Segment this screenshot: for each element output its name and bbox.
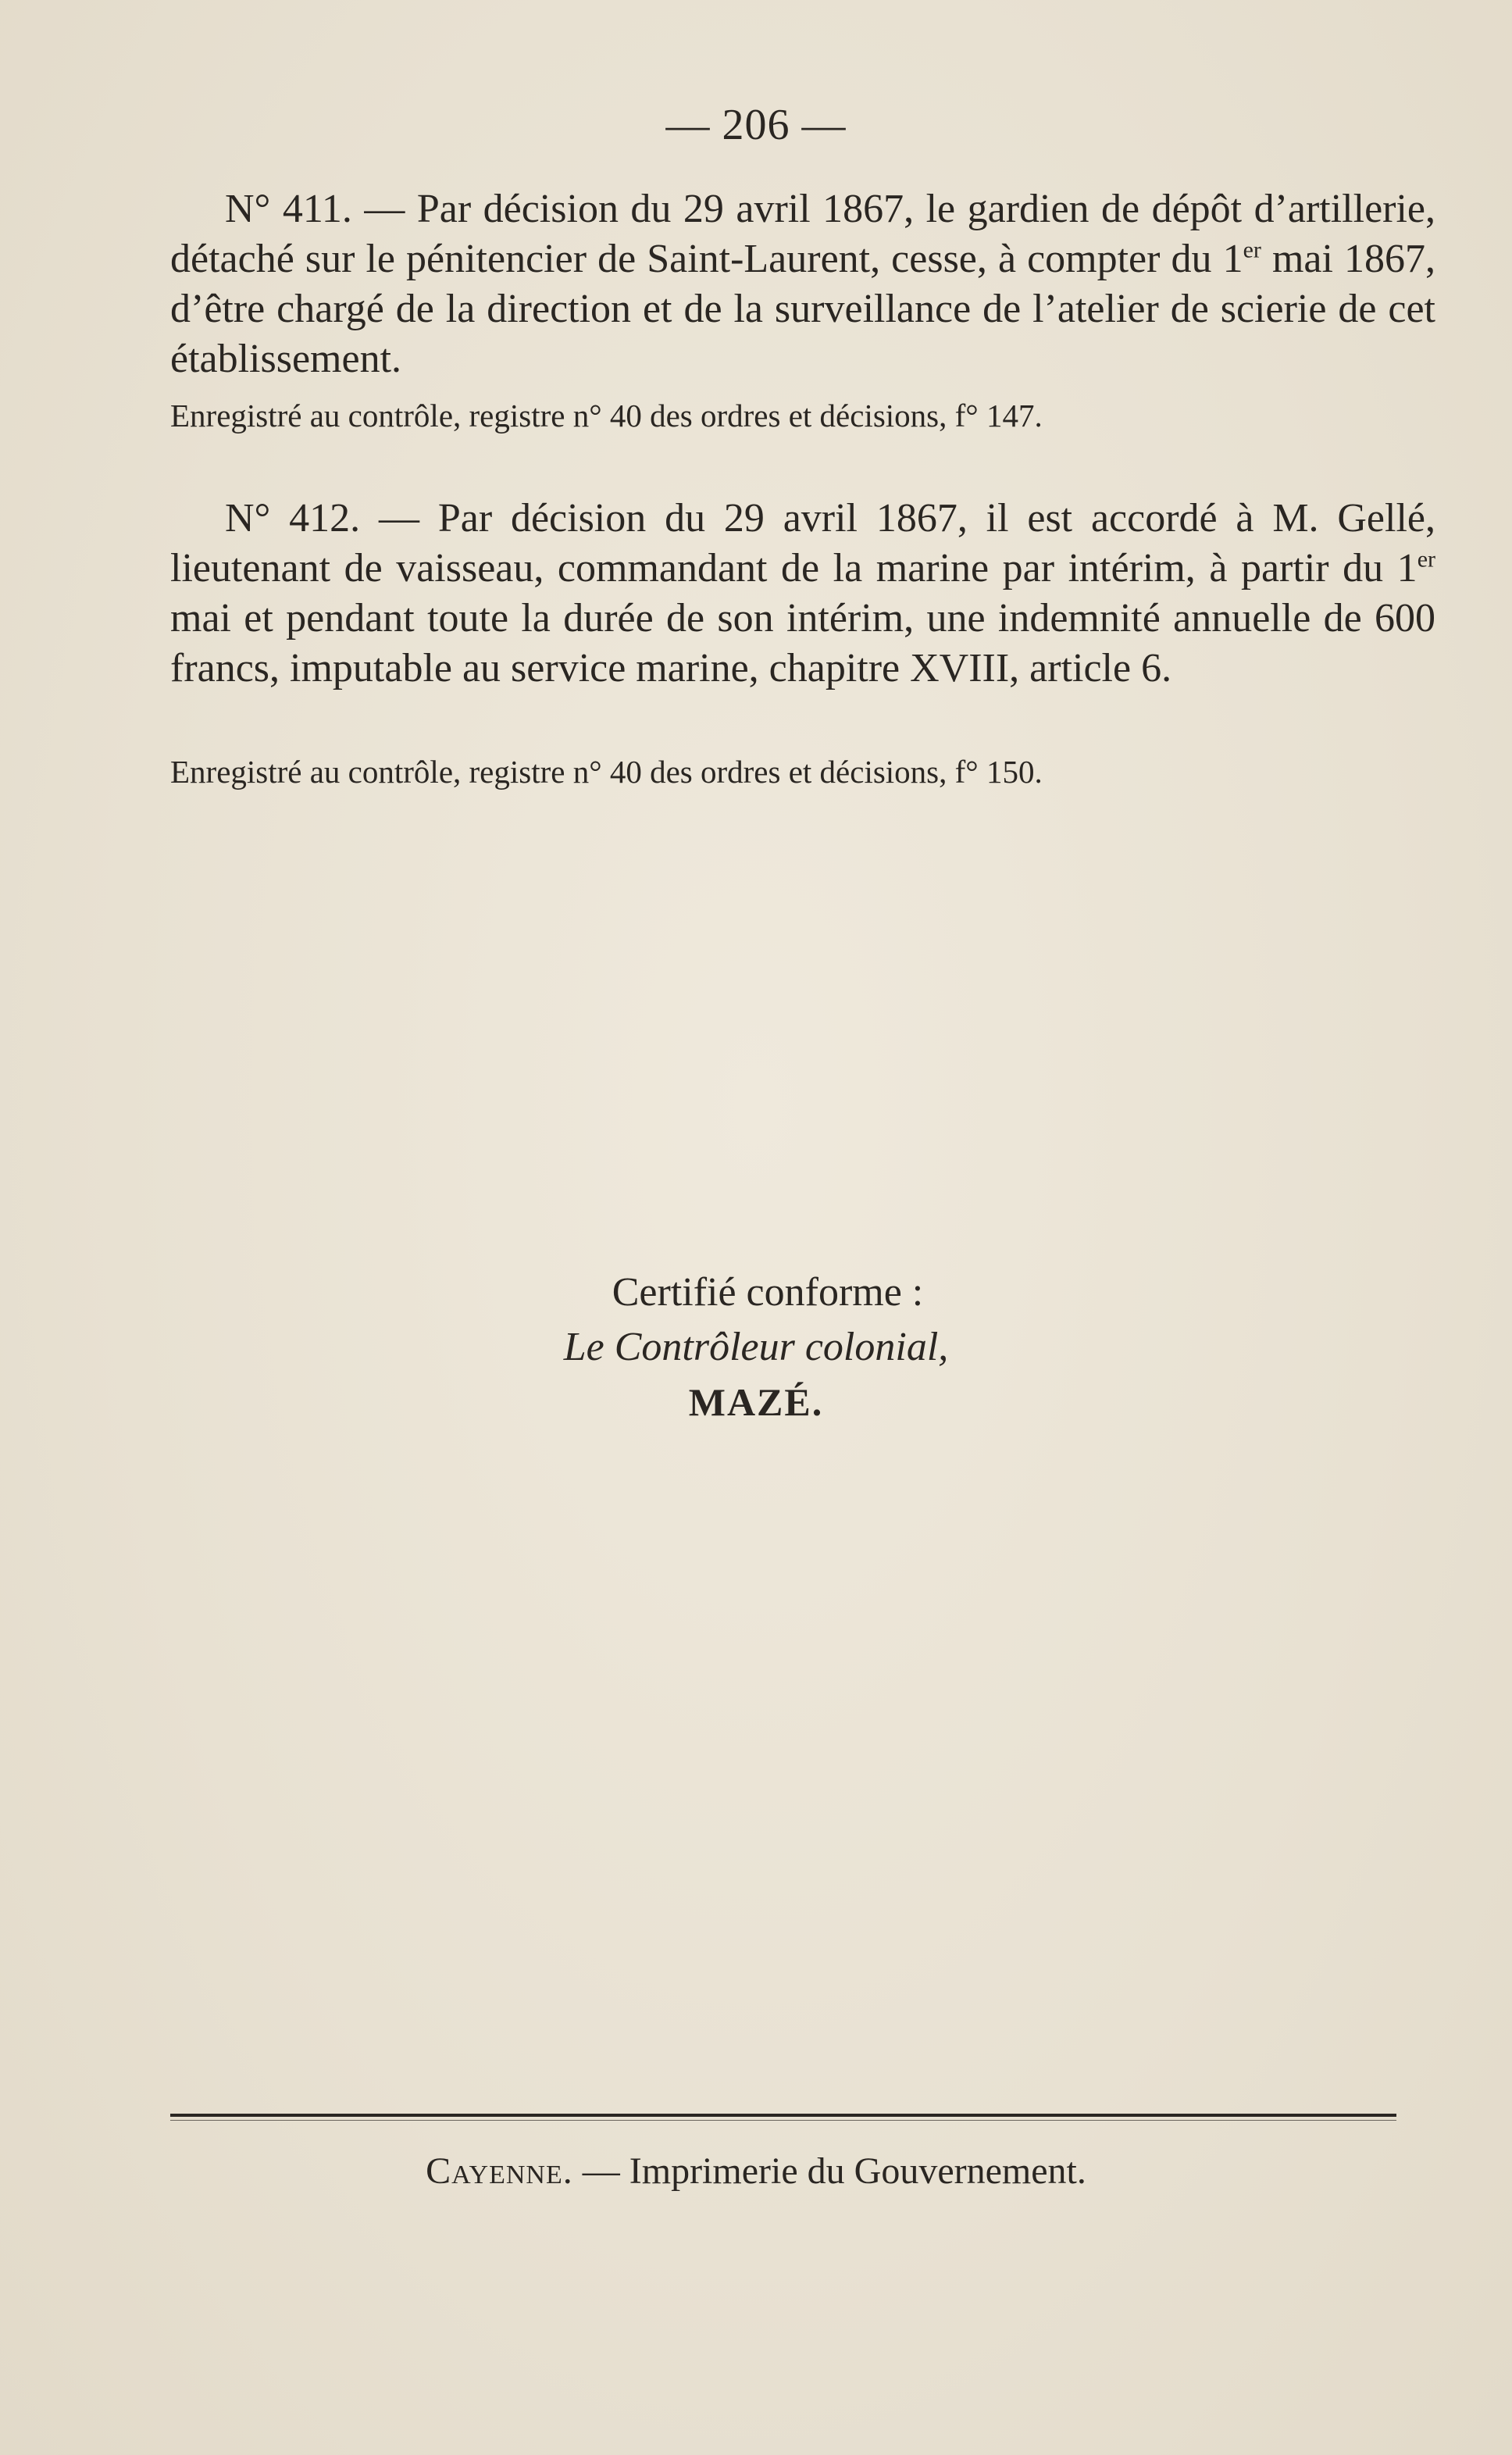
- decision-text-end: mai 1867, d’être chargé de la direction et de la surveillance de l’atelier de scierie de cet établissement.: [170, 237, 1436, 381]
- footer-divider: [170, 2114, 1396, 2117]
- imprint-city: Cayenne.: [426, 2150, 573, 2192]
- decision-text-end: mai et pendant toute la durée de son intérim, une indemnité annuelle de 600 francs, imputable au service marine, chapitre XVIII, article 6.: [170, 596, 1435, 690]
- decision-text-start: — Par décision du 29 avril 1867, il est accordé à M. Gellé, lieutenant de vaisseau, commandant de la marine par intérim, à partir du 1: [170, 496, 1435, 591]
- decision-411-paragraph: [170, 184, 1435, 384]
- certification-name: MAZÉ.: [688, 1380, 824, 1424]
- decision-412-registration: Enregistré au contrôle, registre n° 40 des ordres et décisions, f° 150.: [170, 754, 1043, 790]
- imprint-printer: — Imprimerie du Gouvernement.: [572, 2150, 1086, 2192]
- certification-role: Le Contrôleur colonial,: [563, 1325, 949, 1369]
- ordinal-superscript: er: [1417, 546, 1435, 573]
- printer-imprint: [0, 2148, 1512, 2195]
- certification-title: Certifié conforme :: [612, 1270, 924, 1315]
- ordinal-superscript: er: [1243, 237, 1261, 263]
- decision-number: N° 411.: [225, 187, 352, 231]
- decision-411-registration: Enregistré au contrôle, registre n° 40 des ordres et décisions, f° 147.: [170, 398, 1043, 434]
- page-number: — 206 —: [665, 101, 847, 149]
- decision-text-start: — Par décision du 29 avril 1867, le gardien de dépôt d’artillerie, détaché sur le pénitencier de Saint-Laurent, cesse, à compter du 1: [170, 187, 1436, 281]
- decision-number: N° 412.: [225, 496, 361, 541]
- decision-412-paragraph: [170, 494, 1435, 694]
- footer-divider-thin: [170, 2120, 1396, 2121]
- certification-block: [0, 1265, 1512, 1429]
